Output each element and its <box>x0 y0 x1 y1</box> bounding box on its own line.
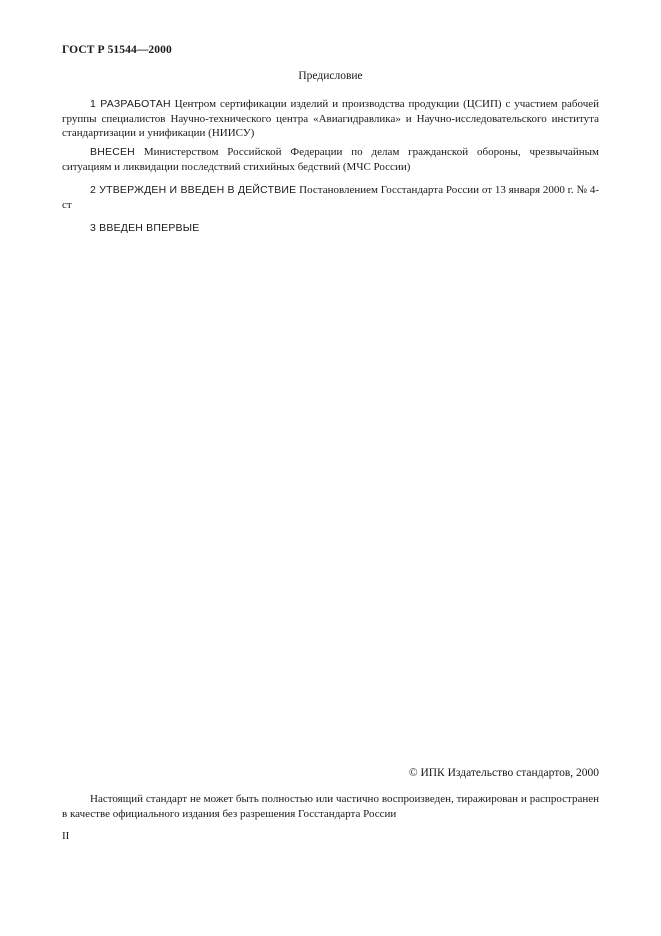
reproduction-notice: Настоящий стандарт не может быть полностью или частично воспроизведен, тиражирован и распространен в качестве официального издания без разрешения Госстандарта России <box>62 793 599 820</box>
paragraph-text: Постановлением Госстандарта России от 13 января 2000 г. № 4-ст <box>62 184 599 211</box>
paragraph-text: Центром сертификации изделий и производства продукции (ЦСИП) с участием рабочей группы специалистов Научно-технического центра «Авиагидравлика» и Научно-исследовательского института стандартизации и унификации (НИИСУ) <box>62 98 599 139</box>
standard-code: ГОСТ Р 51544—2000 <box>62 44 172 56</box>
paragraph-lead: ВНЕСЕН <box>90 146 135 158</box>
paragraph-approved <box>62 183 599 212</box>
paragraph-introduced <box>62 221 599 236</box>
copyright-notice: © ИПК Издательство стандартов, 2000 <box>408 767 599 779</box>
page-number: II <box>62 830 70 842</box>
paragraph-submitted <box>62 145 599 174</box>
section-title: Предисловие <box>298 70 363 82</box>
paragraph-lead: 1 РАЗРАБОТАН <box>90 98 171 110</box>
paragraph-lead: 3 ВВЕДЕН ВПЕРВЫЕ <box>90 222 200 234</box>
paragraph-developed <box>62 97 599 141</box>
paragraph-lead: 2 УТВЕРЖДЕН И ВВЕДЕН В ДЕЙСТВИЕ <box>90 184 297 196</box>
paragraph-text: Министерством Российской Федерации по делам гражданской обороны, чрезвычайным ситуациям и ликвидации последствий стихийных бедствий (МЧС России) <box>62 146 599 173</box>
